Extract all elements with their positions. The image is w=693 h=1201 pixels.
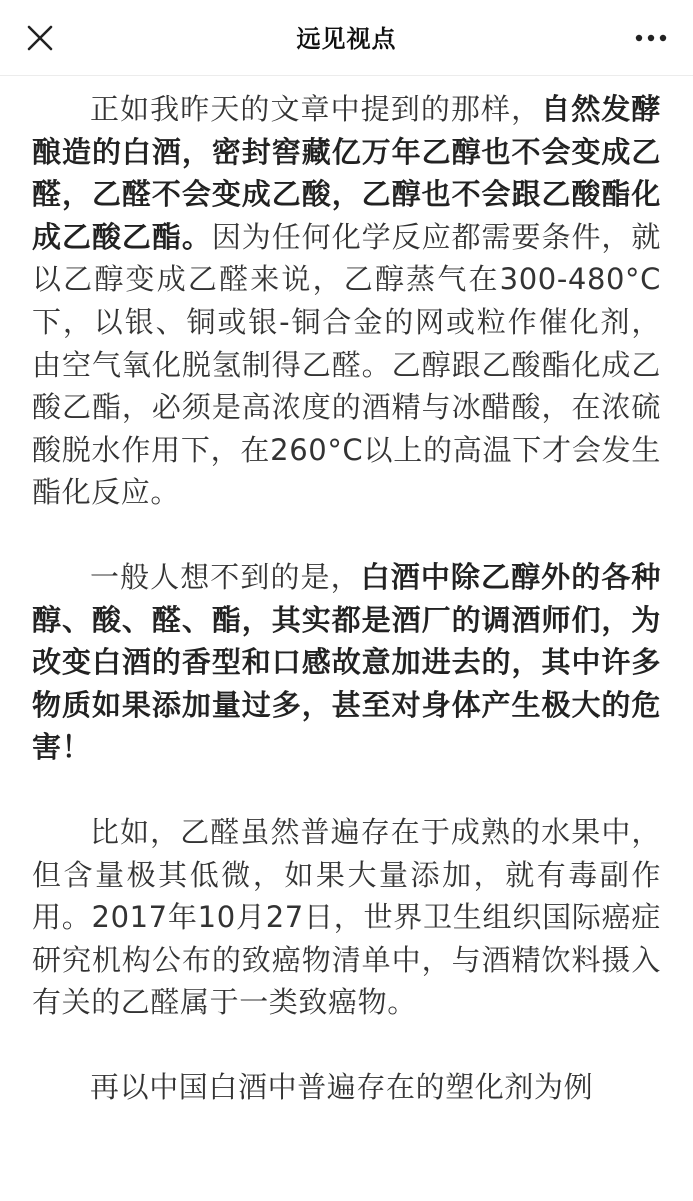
article-paragraph bbox=[32, 811, 661, 1024]
paragraph-text: 正如我昨天的文章中提到的那样， bbox=[90, 92, 542, 126]
paragraph-text: 比如，乙醛虽然普遍存在于成熟的水果中，但含量极其低微，如果大量添加，就有毒副作用。2017年10月27日，世界卫生组织国际癌症研究机构公布的致癌物清单中，与酒精饮料摄入有关的乙醛属于一类致癌物。 bbox=[32, 814, 661, 1020]
article-paragraph bbox=[32, 88, 661, 514]
paragraph-text: 再以中国白酒中普遍存在的塑化剂为例 bbox=[90, 1069, 594, 1104]
top-bar bbox=[0, 0, 693, 76]
paragraph-text: 一般人想不到的是， bbox=[90, 559, 361, 594]
page-title: 远见视点 bbox=[296, 25, 397, 53]
more-icon[interactable] bbox=[631, 26, 671, 50]
article-body bbox=[0, 76, 693, 1201]
paragraph-bold-text: 自然发酵酿造的白酒，密封窖藏亿万年乙醇也不会变成乙醛，乙醛不会变成乙酸，乙醇也不会跟乙酸酯化成乙酸乙酯。 bbox=[32, 92, 661, 254]
paragraph-text: 因为任何化学反应都需要条件，就以乙醇变成乙醛来说，乙醇蒸气在300-480°C下，以银、铜或银-铜合金的网或粒作催化剂，由空气氧化脱氢制得乙醛。乙醇跟乙酸酯化成乙酸乙酯，必须是高浓度的酒精与冰醋酸，在浓硫酸脱水作用下，在260°C以上的高温下才会发生酯化反应。 bbox=[32, 219, 661, 510]
paragraph-bold-text: 白酒中除乙醇外的各种醇、酸、醛、酯，其实都是酒厂的调酒师们，为改变白酒的香型和口感故意加进去的，其中许多物质如果添加量过多，甚至对身体产生极大的危害！ bbox=[32, 559, 661, 765]
article-paragraph bbox=[32, 1066, 661, 1109]
article-paragraph bbox=[32, 556, 661, 769]
